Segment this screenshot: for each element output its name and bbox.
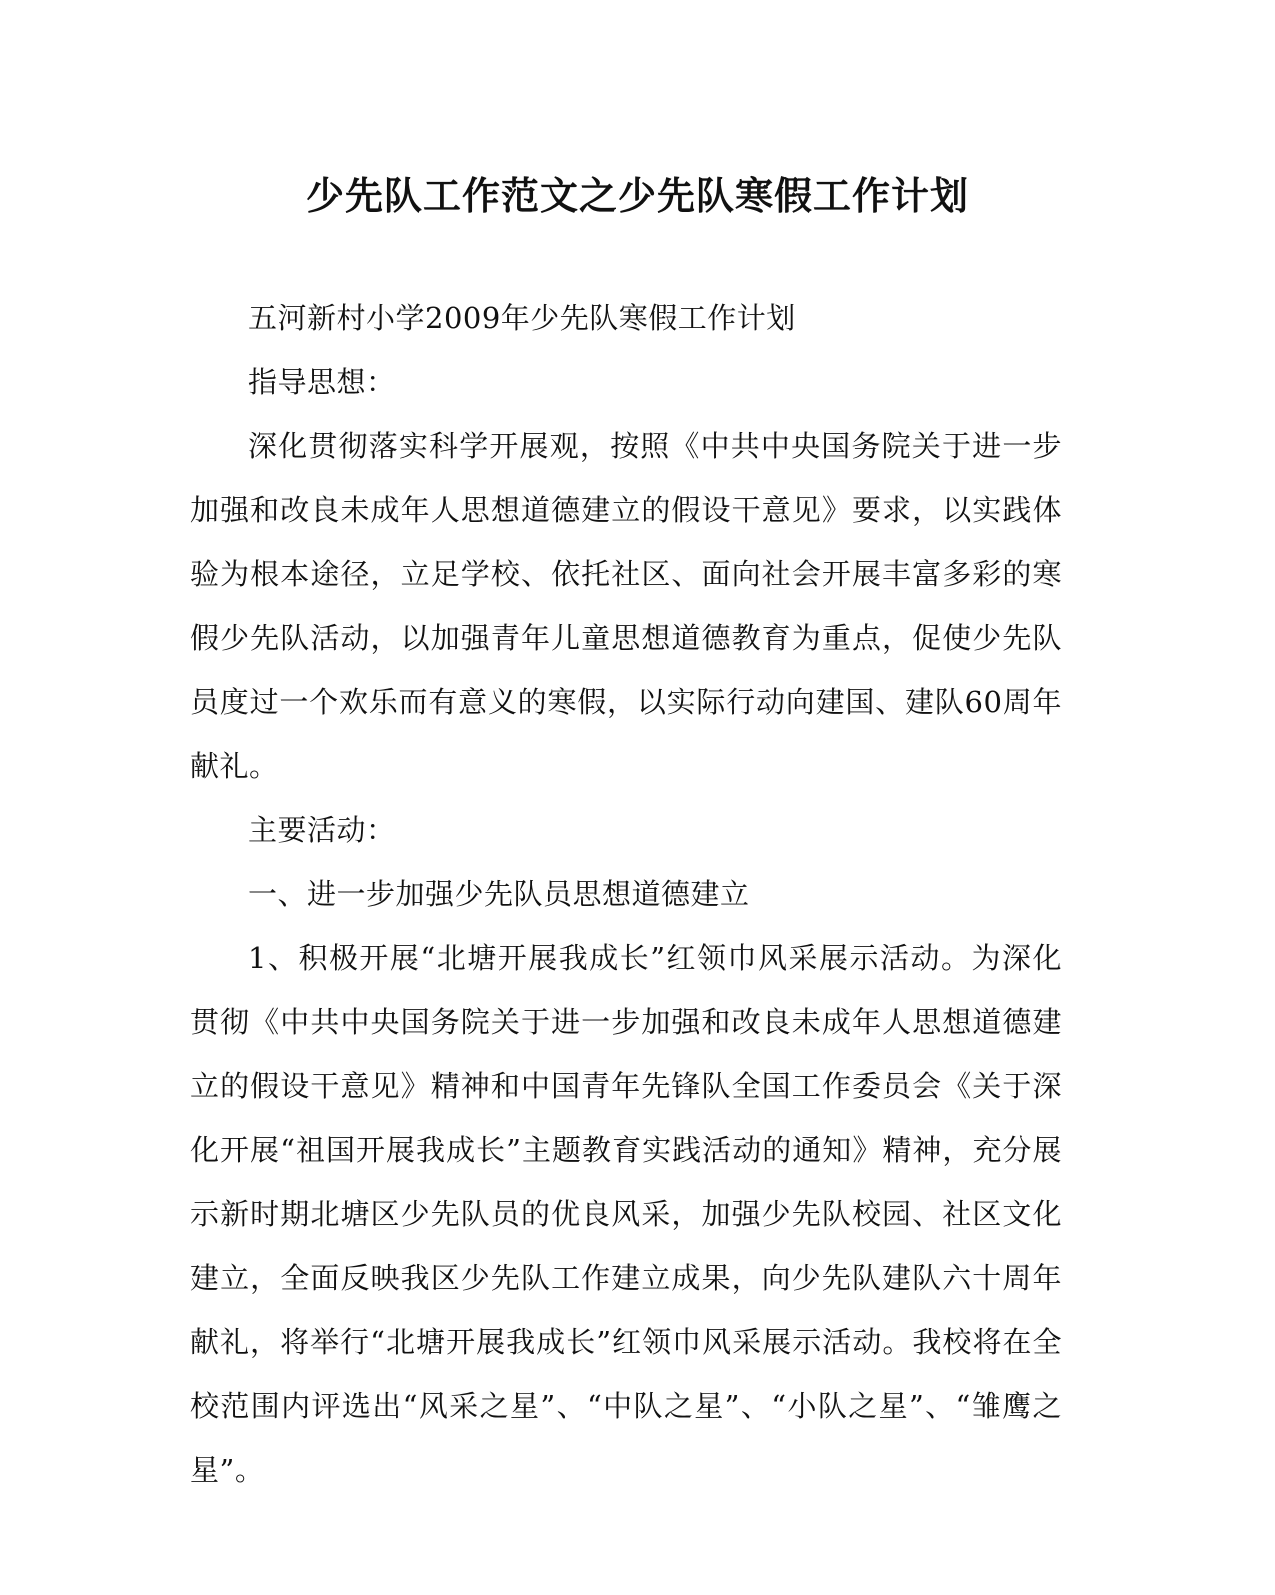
section-one-heading: 一、进一步加强少先队员思想道德建立 xyxy=(248,877,750,911)
document-title: 少先队工作范文之少先队寒假工作计划 xyxy=(305,173,969,218)
subtitle-paragraph: 五河新村小学2009年少先队寒假工作计划 xyxy=(248,301,796,335)
guiding-ideology-heading: 指导思想： xyxy=(248,365,396,399)
document-body xyxy=(190,286,1062,1502)
activity-one-paragraph: 1、积极开展“北塘开展我成长”红领巾风采展示活动。为深化贯彻《中共中央国务院关于进一步加强和改良未成年人思想道德建立的假设干意见》精神和中国青年先锋队全国工作委员会《关于深化开展“祖国开展我成长”主题教育实践活动的通知》精神，充分展示新时期北塘区少先队员的优良风采，加强少先队校园、社区文化建立，全面反映我区少先队工作建立成果，向少先队建队六十周年献礼，将举行“北塘开展我成长”红领巾风采展示活动。我校将在全校范围内评选出“风采之星”、“中队之星”、“小队之星”、“雏鹰之星”。 xyxy=(190,941,1062,1487)
guiding-ideology-paragraph: 深化贯彻落实科学开展观，按照《中共中央国务院关于进一步加强和改良未成年人思想道德建立的假设干意见》要求，以实践体验为根本途径，立足学校、依托社区、面向社会开展丰富多彩的寒假少先队活动，以加强青年儿童思想道德教育为重点，促使少先队员度过一个欢乐而有意义的寒假，以实际行动向建国、建队60周年献礼。 xyxy=(190,429,1062,783)
main-activities-heading: 主要活动： xyxy=(248,813,396,847)
